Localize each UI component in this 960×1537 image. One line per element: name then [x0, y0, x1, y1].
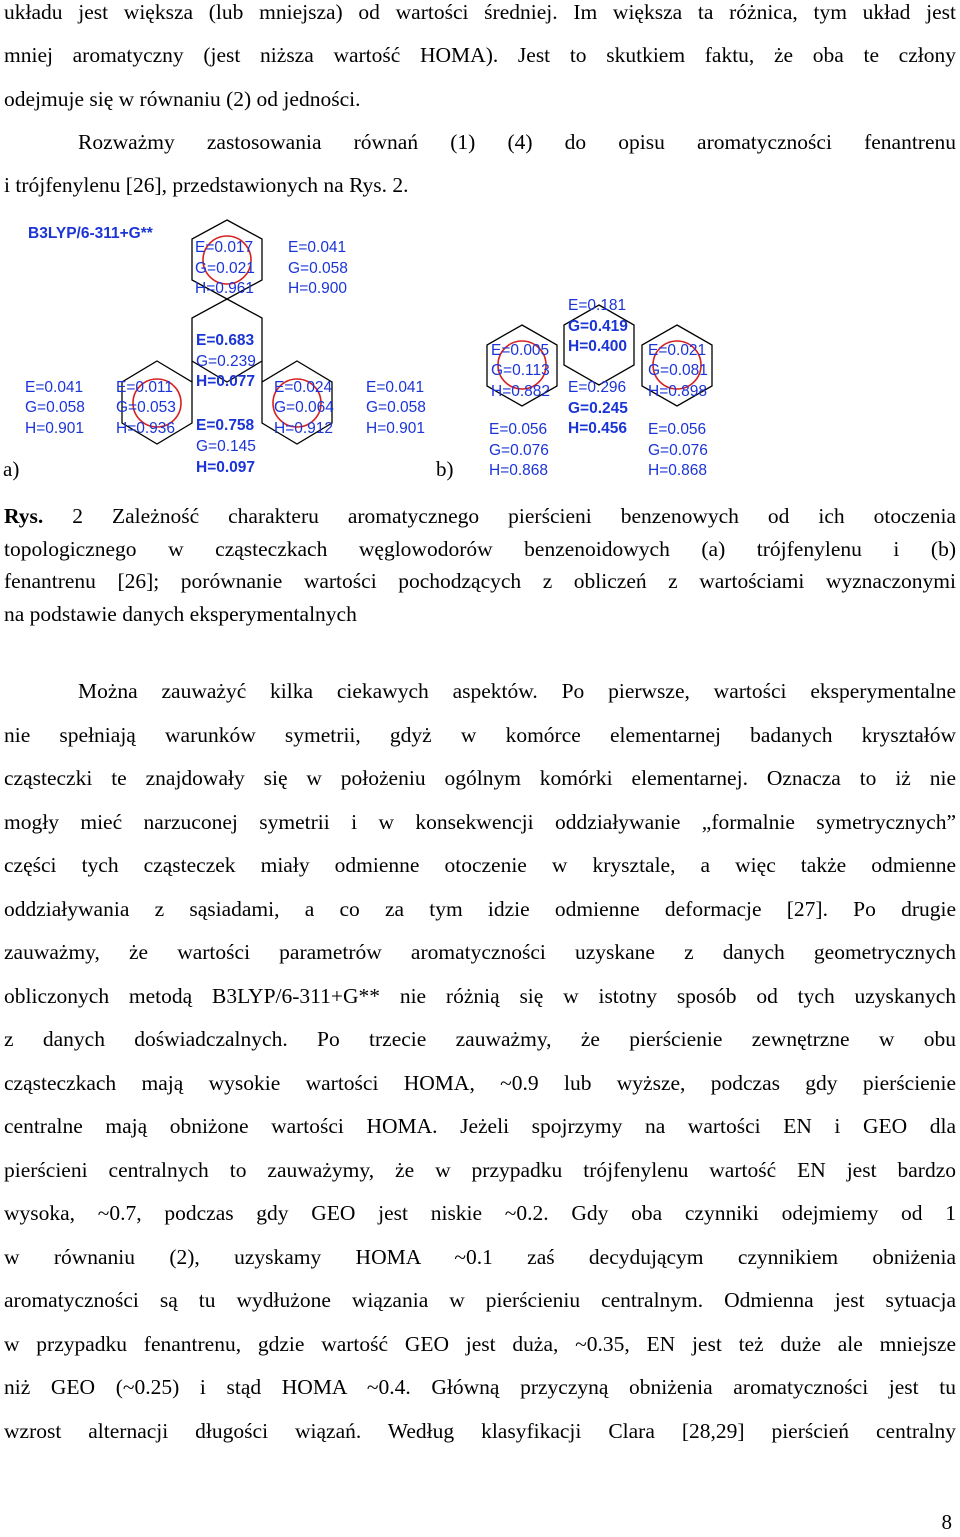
b-left-values — [491, 342, 550, 400]
svg-text:H=0.868: H=0.868 — [648, 462, 708, 479]
caption-line: fenantrenu [26]; porównanie wartości pochodzących z obliczeń z wartościami wyznaczonymi — [4, 569, 956, 593]
svg-text:E=0.017: E=0.017 — [195, 239, 254, 256]
body-line: aromatyczności są tu wydłużone wiązania w pierścieniu centralnym. Odmienna jest sytuacja — [4, 1288, 956, 1312]
svg-text:H=0.868: H=0.868 — [489, 462, 549, 479]
svg-text:H=0.912: H=0.912 — [274, 420, 334, 437]
a-right-inner-values — [274, 379, 334, 437]
intro-line: Rozważmy zastosowania równań (1) (4) do opisu aromatyczności fenantrenu — [78, 130, 956, 154]
svg-text:G=0.053: G=0.053 — [116, 399, 176, 416]
svg-text:H=0.097: H=0.097 — [196, 459, 256, 476]
svg-text:H=0.077: H=0.077 — [196, 373, 256, 390]
intro-line: i trójfenylenu [26], przedstawionych na Rys. 2. — [4, 173, 409, 197]
svg-text:H=0.961: H=0.961 — [195, 280, 255, 297]
svg-text:G=0.064: G=0.064 — [274, 399, 334, 416]
b-right-values — [648, 342, 708, 400]
caption-line-1: Rys. 2 Zależność charakteru aromatycznego pierścieni benzenowych od ich otoczenia — [4, 504, 957, 528]
svg-text:E=0.005: E=0.005 — [491, 342, 550, 359]
svg-text:G=0.113: G=0.113 — [491, 362, 550, 379]
svg-text:G=0.058: G=0.058 — [288, 260, 348, 277]
b-right-low-values — [648, 421, 708, 479]
svg-text:E=0.024: E=0.024 — [274, 379, 333, 396]
svg-text:G=0.021: G=0.021 — [195, 260, 255, 277]
svg-text:H=0.900: H=0.900 — [288, 280, 348, 297]
body-line: centralne mają obniżone wartości HOMA. Jeżeli spojrzymy na wartości EN i GEO dla — [4, 1114, 956, 1138]
svg-text:G=0.419: G=0.419 — [568, 318, 628, 335]
intro-line: układu jest większa (lub mniejsza) od wartości średniej. Im większa ta różnica, tym układ jest — [4, 0, 956, 24]
b-left-low-values — [489, 421, 549, 479]
svg-text:G=0.058: G=0.058 — [25, 399, 85, 416]
body-line: nie spełniają warunków symetrii, gdyż w komórce elementarnej badanych kryształów — [4, 723, 956, 747]
caption-line: topologicznego w cząsteczkach węglowodorów benzenoidowych (a) trójfenylenu i (b) — [4, 537, 956, 561]
a-center-values — [196, 332, 256, 390]
body-line: w przypadku fenantrenu, gdzie wartość GEO jest duża, ~0.35, EN jest też duże ale mniejsze — [4, 1332, 956, 1356]
svg-text:H=0.936: H=0.936 — [116, 420, 176, 437]
body-line: niż GEO (~0.25) i stąd HOMA ~0.4. Główną przyczyną obniżenia aromatyczności jest tu — [4, 1375, 956, 1399]
body-line: wzrost alternacji długości wiązań. Według klasyfikacji Clara [28,29] pierścień centralny — [4, 1419, 956, 1443]
a-right-outer-values — [366, 379, 426, 437]
b-center-values — [568, 379, 628, 437]
intro-line: mniej aromatyczny (jest niższa wartość HOMA). Jest to skutkiem faktu, że oba te człony — [4, 43, 956, 67]
body-line: z danych doświadczalnych. Po trzecie zauważmy, że pierścienie zewnętrzne w obu — [4, 1027, 956, 1051]
a-left-outer-values — [25, 379, 85, 437]
figure-rys-2 — [0, 200, 960, 490]
svg-text:E=0.011: E=0.011 — [116, 379, 174, 396]
body-line: cząsteczkach mają wysokie wartości HOMA, ~0.9 lub wyższe, podczas gdy pierścienie — [4, 1071, 956, 1095]
svg-text:G=0.076: G=0.076 — [648, 442, 708, 459]
svg-text:G=0.076: G=0.076 — [489, 442, 549, 459]
svg-text:E=0.056: E=0.056 — [648, 421, 707, 438]
a-center2-values — [196, 417, 256, 476]
svg-text:H=0.901: H=0.901 — [25, 420, 85, 437]
caption-line: na podstawie danych eksperymentalnych — [4, 602, 357, 626]
body-line: pierścieni centralnych to zauważymy, że w przypadku trójfenylenu wartość EN jest bardzo — [4, 1158, 956, 1182]
svg-text:G=0.239: G=0.239 — [196, 353, 256, 370]
caption-label: Rys. — [4, 504, 44, 528]
svg-text:H=0.901: H=0.901 — [366, 420, 426, 437]
svg-text:E=0.056: E=0.056 — [489, 421, 548, 438]
method-label: B3LYP/6-311+G** — [28, 225, 153, 242]
body-line: obliczonych metodą B3LYP/6-311+G** nie różnią się w istotny sposób od tych uzyskanych — [4, 984, 956, 1008]
svg-text:H=0.898: H=0.898 — [648, 383, 708, 400]
svg-text:E=0.041: E=0.041 — [366, 379, 425, 396]
svg-text:E=0.021: E=0.021 — [648, 342, 707, 359]
body-line: wysoka, ~0.7, podczas gdy GEO jest niskie ~0.2. Gdy oba czynniki odejmiemy od 1 — [4, 1201, 956, 1225]
svg-text:E=0.758: E=0.758 — [196, 417, 255, 434]
svg-text:H=0.400: H=0.400 — [568, 338, 628, 355]
svg-text:E=0.683: E=0.683 — [196, 332, 255, 349]
panel-b-label: b) — [436, 457, 454, 481]
b-top-values — [568, 297, 628, 355]
svg-text:G=0.058: G=0.058 — [366, 399, 426, 416]
svg-text:G=0.081: G=0.081 — [648, 362, 708, 379]
page-number: 8 — [941, 1510, 952, 1534]
svg-text:E=0.041: E=0.041 — [25, 379, 84, 396]
body-line: oddziaływania z sąsiadami, a co za tym idzie odmienne deformacje [27]. Po drugie — [4, 897, 956, 921]
intro-line: odejmuje się w równaniu (2) od jedności. — [4, 87, 361, 111]
a-top-right-values — [288, 239, 348, 297]
a-top-left-values — [195, 239, 255, 297]
svg-text:H=0.882: H=0.882 — [491, 383, 551, 400]
svg-text:E=0.296: E=0.296 — [568, 379, 627, 396]
body-line: cząsteczki te znajdowały się w położeniu ogólnym komórki elementarnej. Oznacza to iż nie — [4, 766, 956, 790]
svg-text:G=0.145: G=0.145 — [196, 438, 256, 455]
body-line: części tych cząsteczek miały odmienne otoczenie w krysztale, a więc także odmienne — [4, 853, 956, 877]
body-line: w równaniu (2), uzyskamy HOMA ~0.1 zaś decydującym czynnikiem obniżenia — [4, 1245, 956, 1269]
svg-text:G=0.245: G=0.245 — [568, 400, 628, 417]
body-line: mogły mieć narzuconej symetrii i w konsekwencji oddziaływanie „formalnie symetrycznych” — [4, 810, 956, 834]
svg-text:E=0.181: E=0.181 — [568, 297, 627, 314]
svg-text:H=0.456: H=0.456 — [568, 420, 628, 437]
body-line: Można zauważyć kilka ciekawych aspektów. Po pierwsze, wartości eksperymentalne — [78, 679, 956, 703]
a-left-inner-values — [116, 379, 176, 437]
svg-text:E=0.041: E=0.041 — [288, 239, 347, 256]
body-line: zauważmy, że wartości parametrów aromatyczności uzyskane z danych geometrycznych — [4, 940, 956, 964]
panel-a-label: a) — [3, 457, 20, 481]
